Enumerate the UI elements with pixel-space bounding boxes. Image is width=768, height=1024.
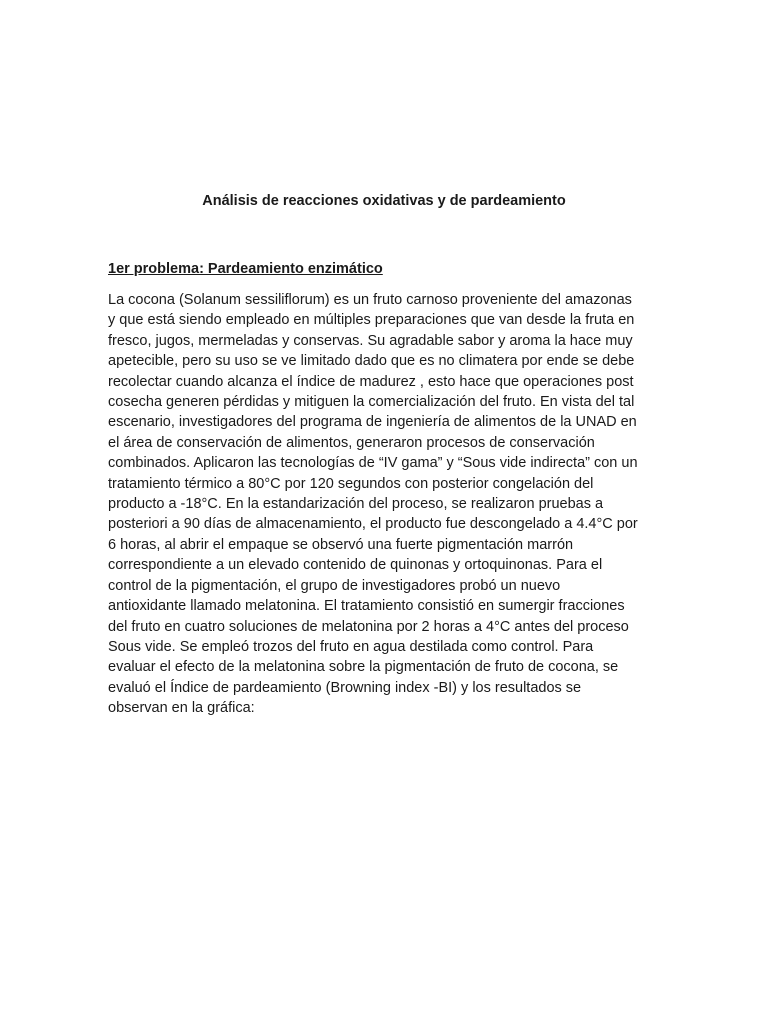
- paragraph-line: control de la pigmentación, el grupo de investigadores probó un nuevo: [108, 577, 561, 594]
- paragraph-line: escenario, investigadores del programa de ingeniería de alimentos de la UNAD en: [108, 414, 637, 431]
- document-title: Análisis de reacciones oxidativas y de pardeamiento: [202, 193, 566, 209]
- paragraph-line: producto a -18°C. En la estandarización del proceso, se realizaron pruebas a: [108, 496, 604, 513]
- paragraph-line: observan en la gráfica:: [108, 700, 255, 717]
- paragraph-line: Sous vide. Se empleó trozos del fruto en agua destilada como control. Para: [108, 638, 594, 655]
- paragraph-line: 6 horas, al abrir el empaque se observó una fuerte pigmentación marrón: [108, 536, 574, 553]
- paragraph-line: posteriori a 90 días de almacenamiento, el producto fue descongelado a 4.4°C por: [108, 516, 638, 533]
- paragraph-line: antioxidante llamado melatonina. El tratamiento consistió en sumergir fracciones: [108, 598, 625, 615]
- paragraph-line: recolectar cuando alcanza el índice de madurez , esto hace que operaciones post: [108, 373, 634, 390]
- paragraph-line: evaluar el efecto de la melatonina sobre la pigmentación de fruto de cocona, se: [108, 659, 619, 676]
- paragraph-line: tratamiento térmico a 80°C por 120 segundos con posterior congelación del: [108, 475, 594, 492]
- paragraph-line: y que está siendo empleado en múltiples preparaciones que van desde la fruta en: [108, 312, 635, 329]
- paragraph-line: combinados. Aplicaron las tecnologías de “IV gama” y “Sous vide indirecta” con un: [108, 455, 638, 472]
- paragraph-line: fresco, jugos, mermeladas y conservas. Su agradable sabor y aroma la hace muy: [108, 332, 633, 349]
- paragraph-line: La cocona (Solanum sessiliflorum) es un fruto carnoso proveniente del amazonas: [108, 292, 632, 308]
- section-heading: 1er problema: Pardeamiento enzimático: [108, 261, 383, 277]
- paragraph-line: correspondiente a un elevado contenido de quinonas y ortoquinonas. Para el: [108, 557, 603, 574]
- body-paragraph: [108, 290, 668, 719]
- paragraph-line: cosecha generen pérdidas y mitiguen la comercialización del fruto. En vista del tal: [108, 394, 635, 411]
- paragraph-line: el área de conservación de alimentos, generaron procesos de conservación: [108, 434, 595, 451]
- paragraph-line: evaluó el Índice de pardeamiento (Browning index -BI) y los resultados se: [108, 679, 582, 696]
- paragraph-line: apetecible, pero su uso se ve limitado dado que es no climatera por ende se debe: [108, 353, 635, 370]
- paragraph-line: del fruto en cuatro soluciones de melatonina por 2 horas a 4°C antes del proceso: [108, 618, 629, 635]
